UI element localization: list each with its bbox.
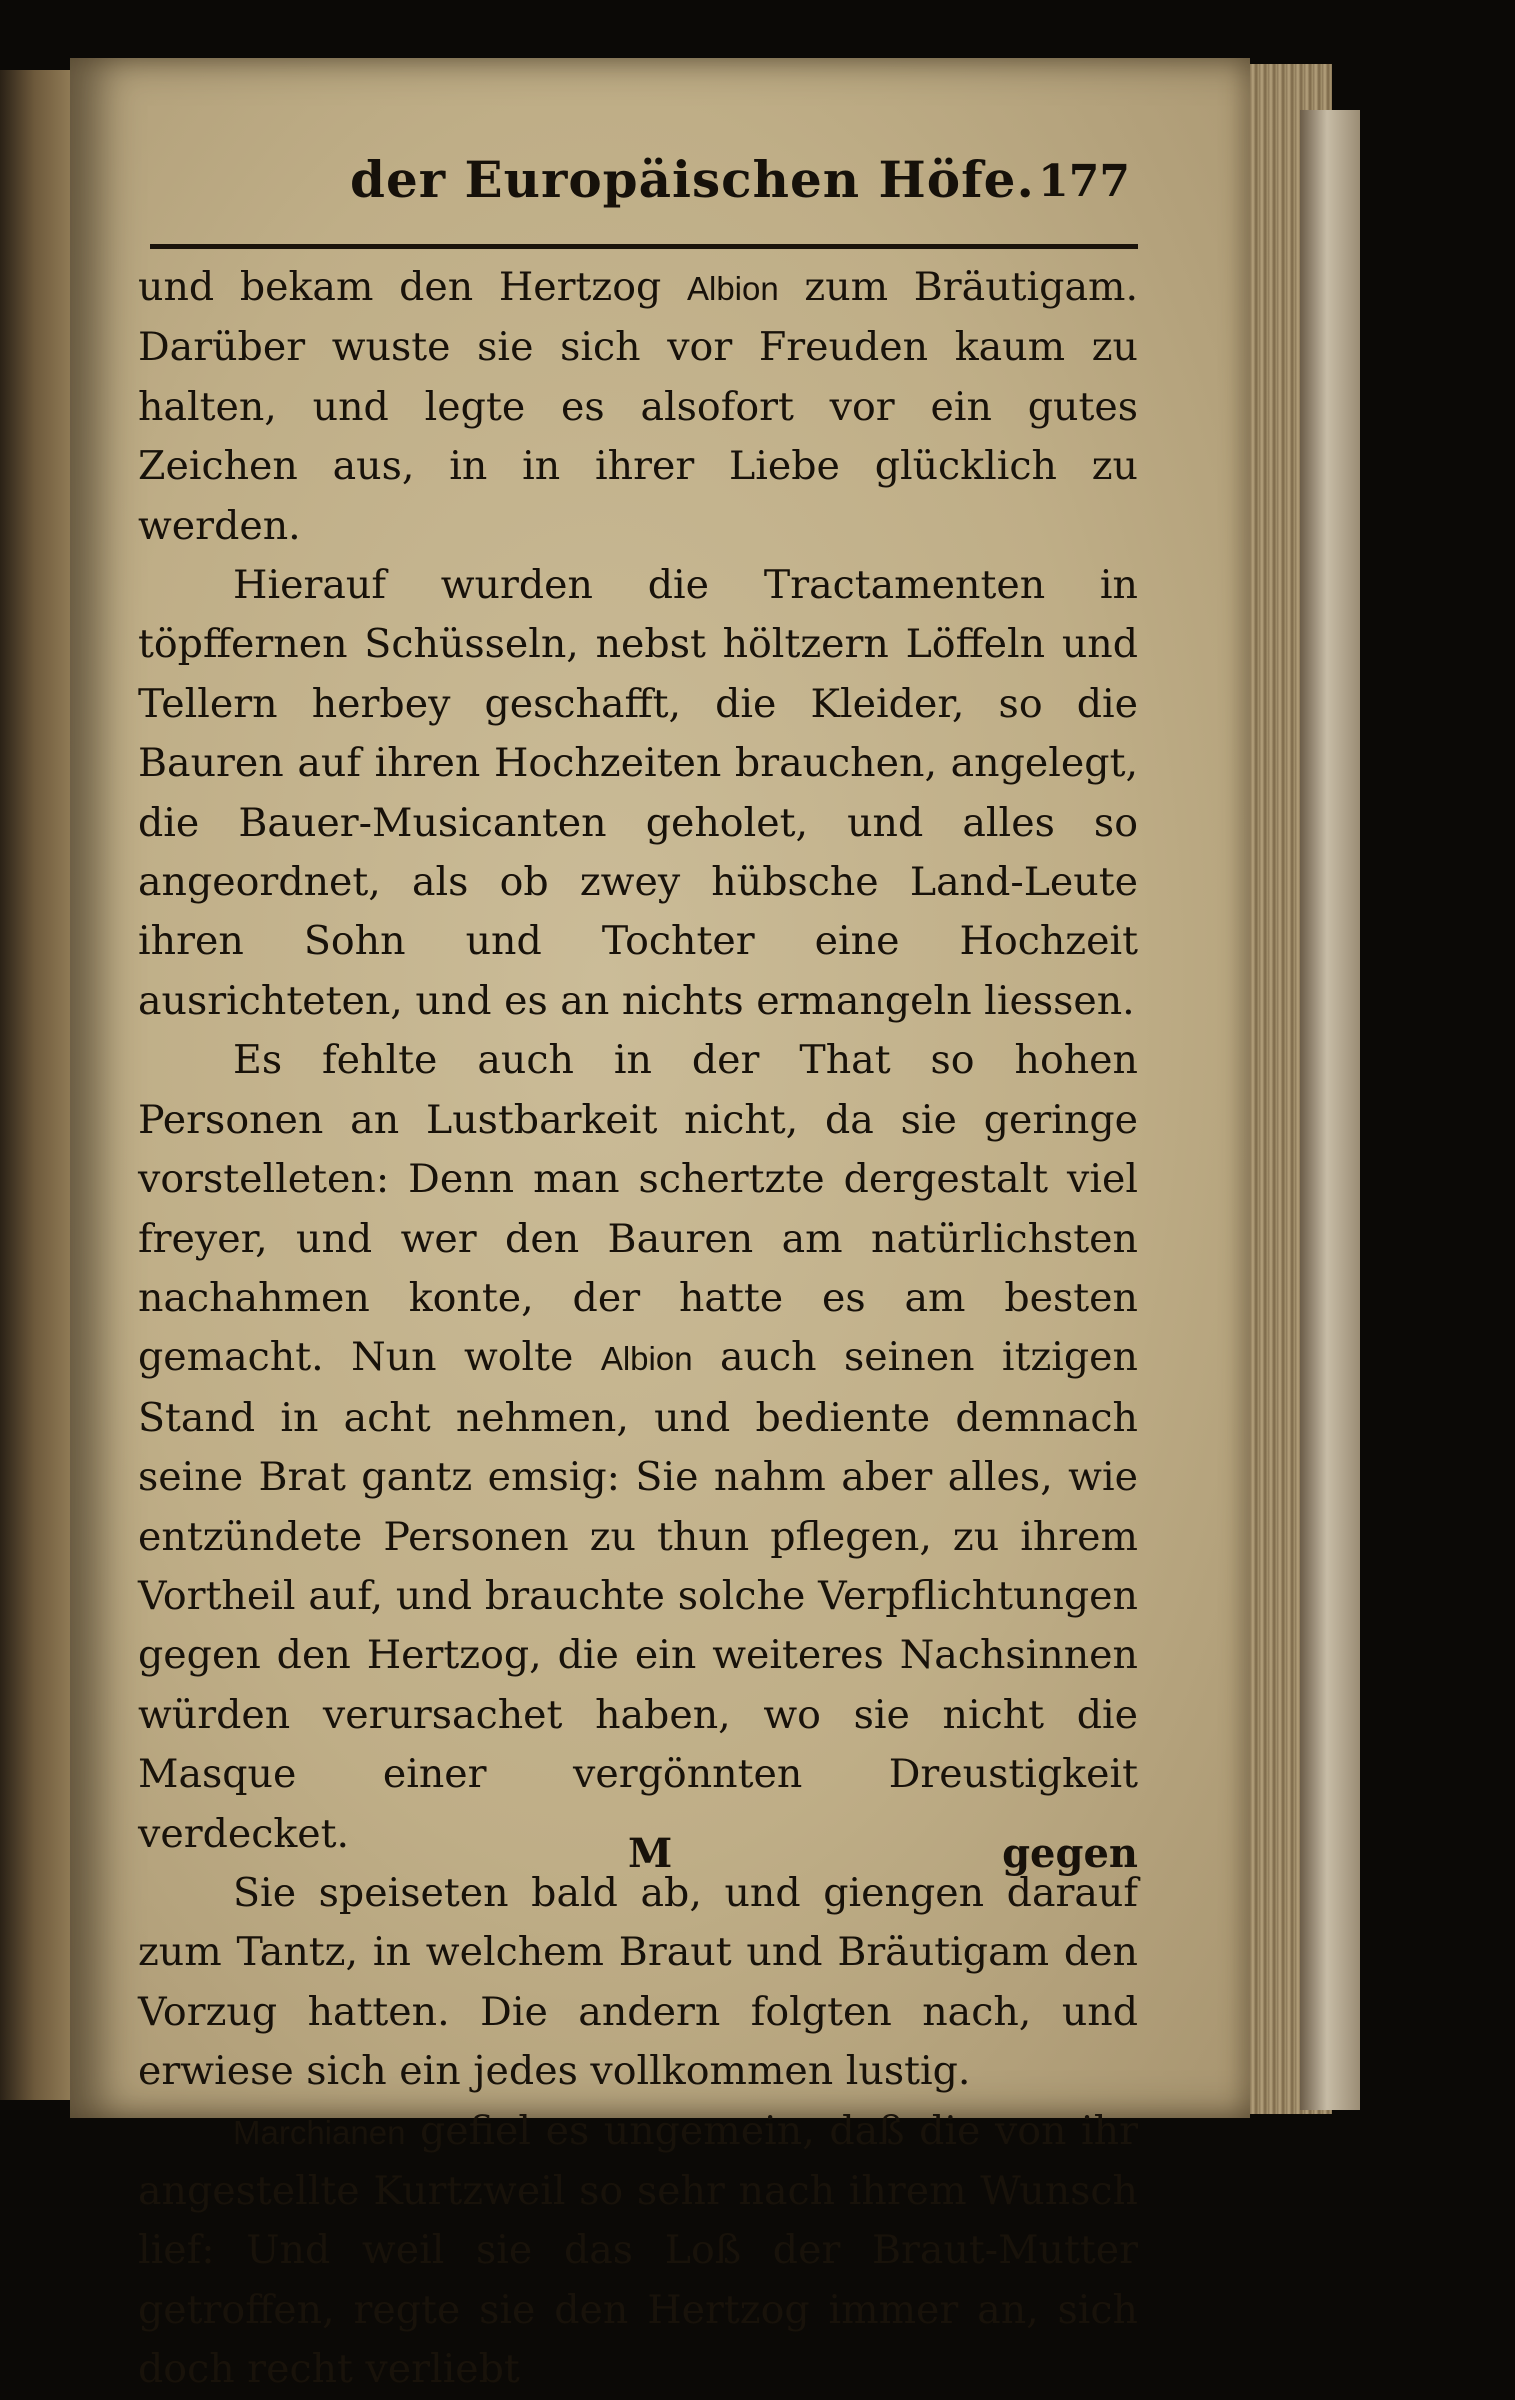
running-head-title: der Europäischen Höfe. (350, 150, 1035, 209)
latin-name: Marchianen (233, 2113, 406, 2151)
paragraph-1: und bekam den Hertzog Albion zum Bräutigam. Darüber wuste sie sich vor Freuden kaum zu halten, und legte es alsofort vor ein gutes Zeichen aus, in in ihrer Liebe glücklich zu werden. (138, 264, 1139, 549)
page-number: 177 (1038, 156, 1130, 207)
facing-page-edge (0, 70, 70, 2100)
book-cover-edge (1300, 110, 1360, 2110)
header-rule (150, 244, 1138, 249)
paragraph-3: Es fehlte auch in der That so hohen Personen an Lustbarkeit nicht, da sie geringe vorstelleten: Denn man schertzte dergestalt viel freyer, und wer den Bauren am natürlichsten nachahmen konte, der hatte es am besten gemacht. Nun wolte Albion auch seinen itzigen Stand in acht nehmen, und bediente demnach seine Brat gantz emsig: Sie nahm aber alles, wie entzündete Personen zu thun pflegen, zu ihrem Vortheil auf, und brauchte solche Verpflichtungen gegen den Hertzog, die ein weiteres Nachsinnen würden verursachet haben, wo sie nicht die Masque einer vergönnten Dreustigkeit verdecket. (138, 1037, 1138, 1857)
paragraph-5: Marchianen gefiel es ungemein, daß die von ihr angestellte Kurtzweil so sehr nach ihrem Wunsch lief: Und weil sie das Loß der Braut-Mutter getroffen, regte sie den Hertzog immer an, sich doch recht verliebt (138, 2107, 1138, 2393)
catchword: gegen (1002, 1830, 1138, 1877)
latin-name: Albion (686, 270, 779, 307)
body-text (138, 258, 1138, 2400)
running-head (150, 150, 1130, 220)
footer-line (138, 1830, 1138, 1890)
paragraph-4: Sie speiseten bald ab, und giengen darauf zum Tantz, in welchem Braut und Bräutigam den Vorzug hatten. Die andern folgten nach, und erwiese sich ein jedes vollkommen lustig. (138, 1869, 1138, 2095)
latin-name: Albion (600, 1340, 693, 1378)
paragraph-2: Hierauf wurden die Tractamenten in töpffernen Schüsseln, nebst höltzern Löffeln und Tellern herbey geschafft, die Kleider, so die Bauren auf ihren Hochzeiten brauchen, angelegt, die Bauer-Musicanten geholet, und alles so angeordnet, als ob zwey hübsche Land-Leute ihren Sohn und Tochter eine Hochzeit ausrichteten, und es an nichts ermangeln liessen. (138, 562, 1138, 1024)
signature-mark: M (628, 1830, 673, 1877)
